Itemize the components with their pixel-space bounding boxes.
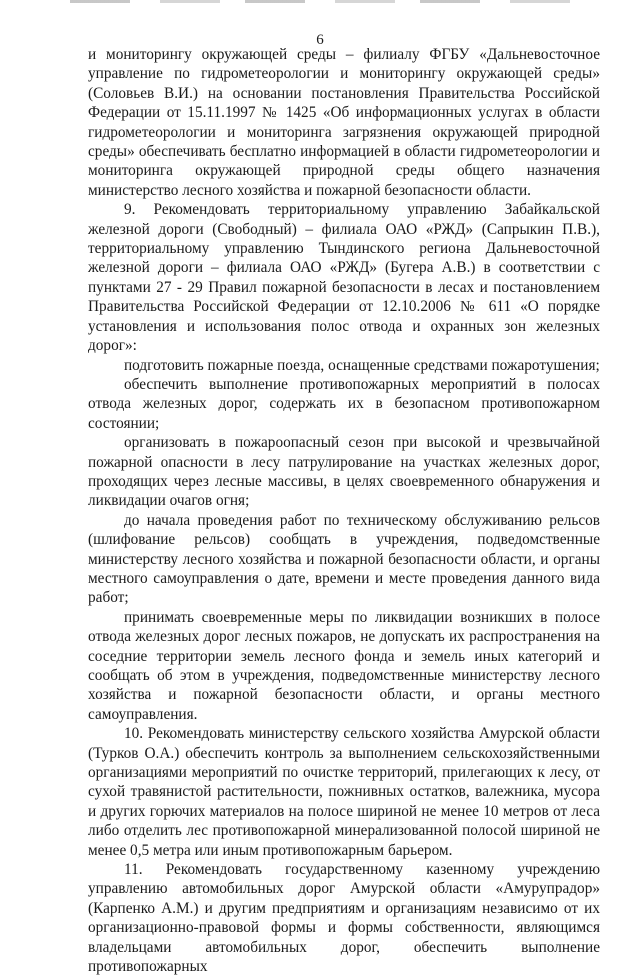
paragraph-patrol: организовать в пожароопасный сезон при высокой и чрезвычайной пожарной опасности в лесу патрулирование на участках железных дорог, проходящих через лесные массивы, в целях своевременного обнаружения и ликвидации очагов огня; [88,434,600,510]
paragraph-fire-measures: обеспечить выполнение противопожарных мероприятий в полосах отвода железных дорог, содержать их в безопасном противопожарном состоянии; [88,375,600,432]
paragraph-fire-trains: подготовить пожарные поезда, оснащенные средствами пожаротушения; [124,356,600,374]
document-body [88,45,600,977]
paragraph-item-10: 10. Рекомендовать министерству сельского хозяйства Амурской области (Турков О.А.) обеспечить контроль за выполнением сельскохозяйственными организациями мероприятий по очистке территорий, прилегающих к лесу, от сухой травянистой растительности, пожнивных остатков, валежника, мусора и других горючих материалов на полосе шириной не менее 10 метров от леса либо отделить лес противопожарной минерализованной полосой шириной не менее 0,5 метра или иным противопожарным барьером. [88,725,600,859]
paragraph-rail-maintenance: до начала проведения работ по техническому обслуживанию рельсов (шлифование рельсов) сообщать в учреждения, подведомственные министерству лесного хозяйства и пожарной безопасности области, и органы местного самоуправления о дате, времени и месте проведения данного вида работ; [88,511,600,607]
page-number: 6 [316,32,324,48]
paragraph-item-11: 11. Рекомендовать государственному казенному учреждению управлению автомобильных дорог Амурской области «Амурупрадор» (Карпенко А.М.) и другим предприятиям и организациям независимо от их организационно-правовой формы и формы собственности, являющимся владельцами автомобильных дорог, обеспечить выполнение противопожарных [88,861,600,976]
paragraph-fire-elimination: принимать своевременные меры по ликвидации возникших в полосе отвода железных дорог лесных пожаров, не допускать их распространения на соседние территории земель лесного фонда и земель иных категорий и сообщать об этом в учреждения, подведомственные министерству лесного хозяйства и пожарной безопасности области, и органы местного самоуправления. [88,608,600,723]
scan-edge-artifact [70,0,590,3]
paragraph-continuation-monitoring: и мониторингу окружающей среды – филиалу ФГБУ «Дальневосточное управление по гидрометеорологии и мониторингу окружающей среды» (Соловьев В.И.) на основании постановления Правительства Российской Федерации от 15.11.1997 № 1425 «Об информационных услугах в области гидрометеорологии и мониторинга загрязнения окружающей природной среды» обеспечивать бесплатно информацией в области гидрометеорологии и мониторинга окружающей природной среды общего назначения министерство лесного хозяйства и пожарной безопасности области. [88,46,600,199]
paragraph-item-9: 9. Рекомендовать территориальному управлению Забайкальской железной дороги (Свободный) – филиала ОАО «РЖД» (Сапрыкин П.В.), территориальному управлению Тындинского региона Дальневосточной железной дороги – филиала ОАО «РЖД» (Бугера А.В.) в соответствии с пунктами 27 - 29 Правил пожарной безопасности в лесах и постановлением Правительства Российской Федерации от 12.10.2006 № 611 «О порядке установления и использования полос отвода и охранных зон железных дорог»: [88,201,600,355]
